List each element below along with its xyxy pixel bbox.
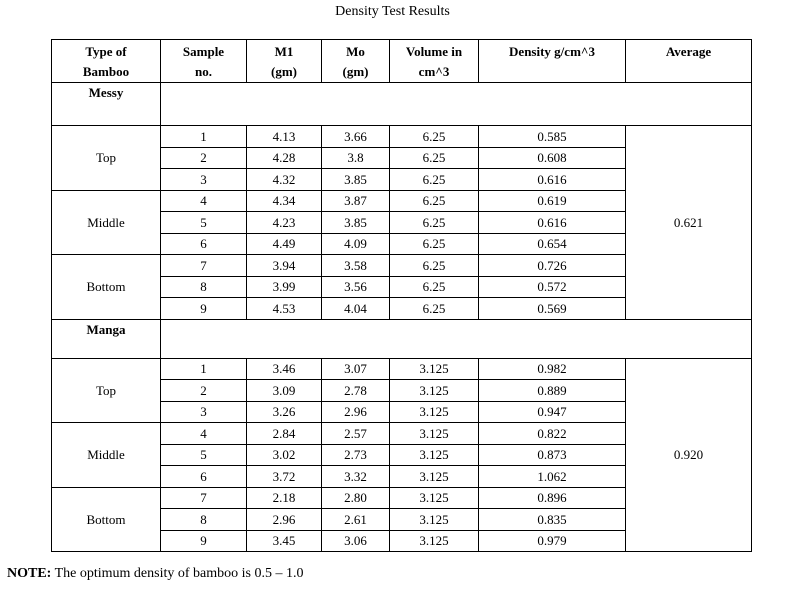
cell-m1: 3.72 [247,466,322,488]
table-row [52,126,752,148]
cell-vol: 3.125 [390,509,479,531]
cell-vol: 3.125 [390,444,479,466]
cell-mo: 3.85 [322,212,390,234]
average-value: 0.621 [626,126,752,320]
cell-den: 0.608 [479,147,626,169]
cell-mo: 3.8 [322,147,390,169]
cell-vol: 6.25 [390,233,479,255]
cell-vol: 6.25 [390,255,479,277]
cell-mo: 3.07 [322,358,390,380]
cell-vol: 6.25 [390,190,479,212]
section-blank [161,83,752,126]
cell-den: 0.947 [479,401,626,423]
cell-mo: 3.06 [322,530,390,552]
cell-mo: 3.56 [322,276,390,298]
group-label: Bottom [52,487,161,552]
cell-den: 0.822 [479,423,626,445]
cell-mo: 4.04 [322,298,390,320]
cell-den: 1.062 [479,466,626,488]
cell-vol: 3.125 [390,358,479,380]
cell-den: 0.982 [479,358,626,380]
cell-mo: 2.57 [322,423,390,445]
header-row [52,40,752,83]
cell-den: 0.572 [479,276,626,298]
section-blank [161,319,752,358]
cell-no: 2 [161,380,247,402]
cell-vol: 6.25 [390,169,479,191]
cell-no: 4 [161,423,247,445]
cell-den: 0.889 [479,380,626,402]
cell-no: 2 [161,147,247,169]
cell-m1: 3.94 [247,255,322,277]
cell-den: 0.654 [479,233,626,255]
density-results-table [51,39,752,552]
group-label: Top [52,126,161,191]
cell-m1: 2.84 [247,423,322,445]
cell-mo: 3.32 [322,466,390,488]
cell-mo: 2.61 [322,509,390,531]
cell-vol: 6.25 [390,298,479,320]
header-average: Average [626,40,752,83]
cell-vol: 3.125 [390,466,479,488]
cell-no: 4 [161,190,247,212]
cell-m1: 3.09 [247,380,322,402]
cell-mo: 3.85 [322,169,390,191]
cell-no: 1 [161,126,247,148]
cell-vol: 3.125 [390,401,479,423]
group-label: Top [52,358,161,423]
cell-vol: 6.25 [390,276,479,298]
group-label: Bottom [52,255,161,320]
cell-den: 0.569 [479,298,626,320]
cell-den: 0.835 [479,509,626,531]
cell-no: 7 [161,487,247,509]
header-m1: M1 (gm) [247,40,322,83]
cell-no: 3 [161,401,247,423]
table-row [52,358,752,380]
group-label: Middle [52,190,161,255]
page-title: Density Test Results [335,4,450,19]
cell-vol: 3.125 [390,487,479,509]
cell-no: 9 [161,298,247,320]
cell-mo: 2.80 [322,487,390,509]
cell-vol: 6.25 [390,126,479,148]
cell-m1: 3.46 [247,358,322,380]
cell-vol: 3.125 [390,423,479,445]
cell-mo: 4.09 [322,233,390,255]
header-mo: Mo (gm) [322,40,390,83]
cell-vol: 6.25 [390,212,479,234]
cell-vol: 6.25 [390,147,479,169]
header-density: Density g/cm^3 [479,40,626,83]
cell-m1: 2.18 [247,487,322,509]
header-type: Type of Bamboo [52,40,161,83]
group-label: Middle [52,423,161,488]
cell-den: 0.873 [479,444,626,466]
cell-mo: 3.87 [322,190,390,212]
header-sample: Sample no. [161,40,247,83]
cell-m1: 4.49 [247,233,322,255]
cell-mo: 2.96 [322,401,390,423]
cell-no: 8 [161,509,247,531]
cell-no: 3 [161,169,247,191]
note-text: The optimum density of bamboo is 0.5 – 1.0 [51,566,304,581]
cell-m1: 3.26 [247,401,322,423]
header-volume: Volume in cm^3 [390,40,479,83]
section-name: Messy [52,83,161,126]
cell-no: 5 [161,212,247,234]
cell-m1: 4.32 [247,169,322,191]
cell-m1: 4.53 [247,298,322,320]
cell-den: 0.726 [479,255,626,277]
cell-no: 7 [161,255,247,277]
cell-m1: 4.28 [247,147,322,169]
cell-den: 0.616 [479,212,626,234]
cell-mo: 3.58 [322,255,390,277]
cell-no: 6 [161,466,247,488]
cell-m1: 2.96 [247,509,322,531]
cell-m1: 4.13 [247,126,322,148]
cell-den: 0.896 [479,487,626,509]
cell-mo: 3.66 [322,126,390,148]
cell-no: 8 [161,276,247,298]
note-label: NOTE: [7,566,52,581]
section-row [52,83,752,126]
cell-mo: 2.73 [322,444,390,466]
cell-no: 9 [161,530,247,552]
footnote [7,566,303,582]
cell-den: 0.979 [479,530,626,552]
cell-m1: 4.23 [247,212,322,234]
cell-vol: 3.125 [390,380,479,402]
cell-m1: 3.02 [247,444,322,466]
section-name: Manga [52,319,161,358]
cell-m1: 3.99 [247,276,322,298]
cell-m1: 4.34 [247,190,322,212]
section-row [52,319,752,358]
cell-mo: 2.78 [322,380,390,402]
cell-vol: 3.125 [390,530,479,552]
cell-no: 6 [161,233,247,255]
cell-m1: 3.45 [247,530,322,552]
cell-den: 0.616 [479,169,626,191]
cell-den: 0.619 [479,190,626,212]
average-value: 0.920 [626,358,752,552]
cell-no: 1 [161,358,247,380]
cell-den: 0.585 [479,126,626,148]
cell-no: 5 [161,444,247,466]
